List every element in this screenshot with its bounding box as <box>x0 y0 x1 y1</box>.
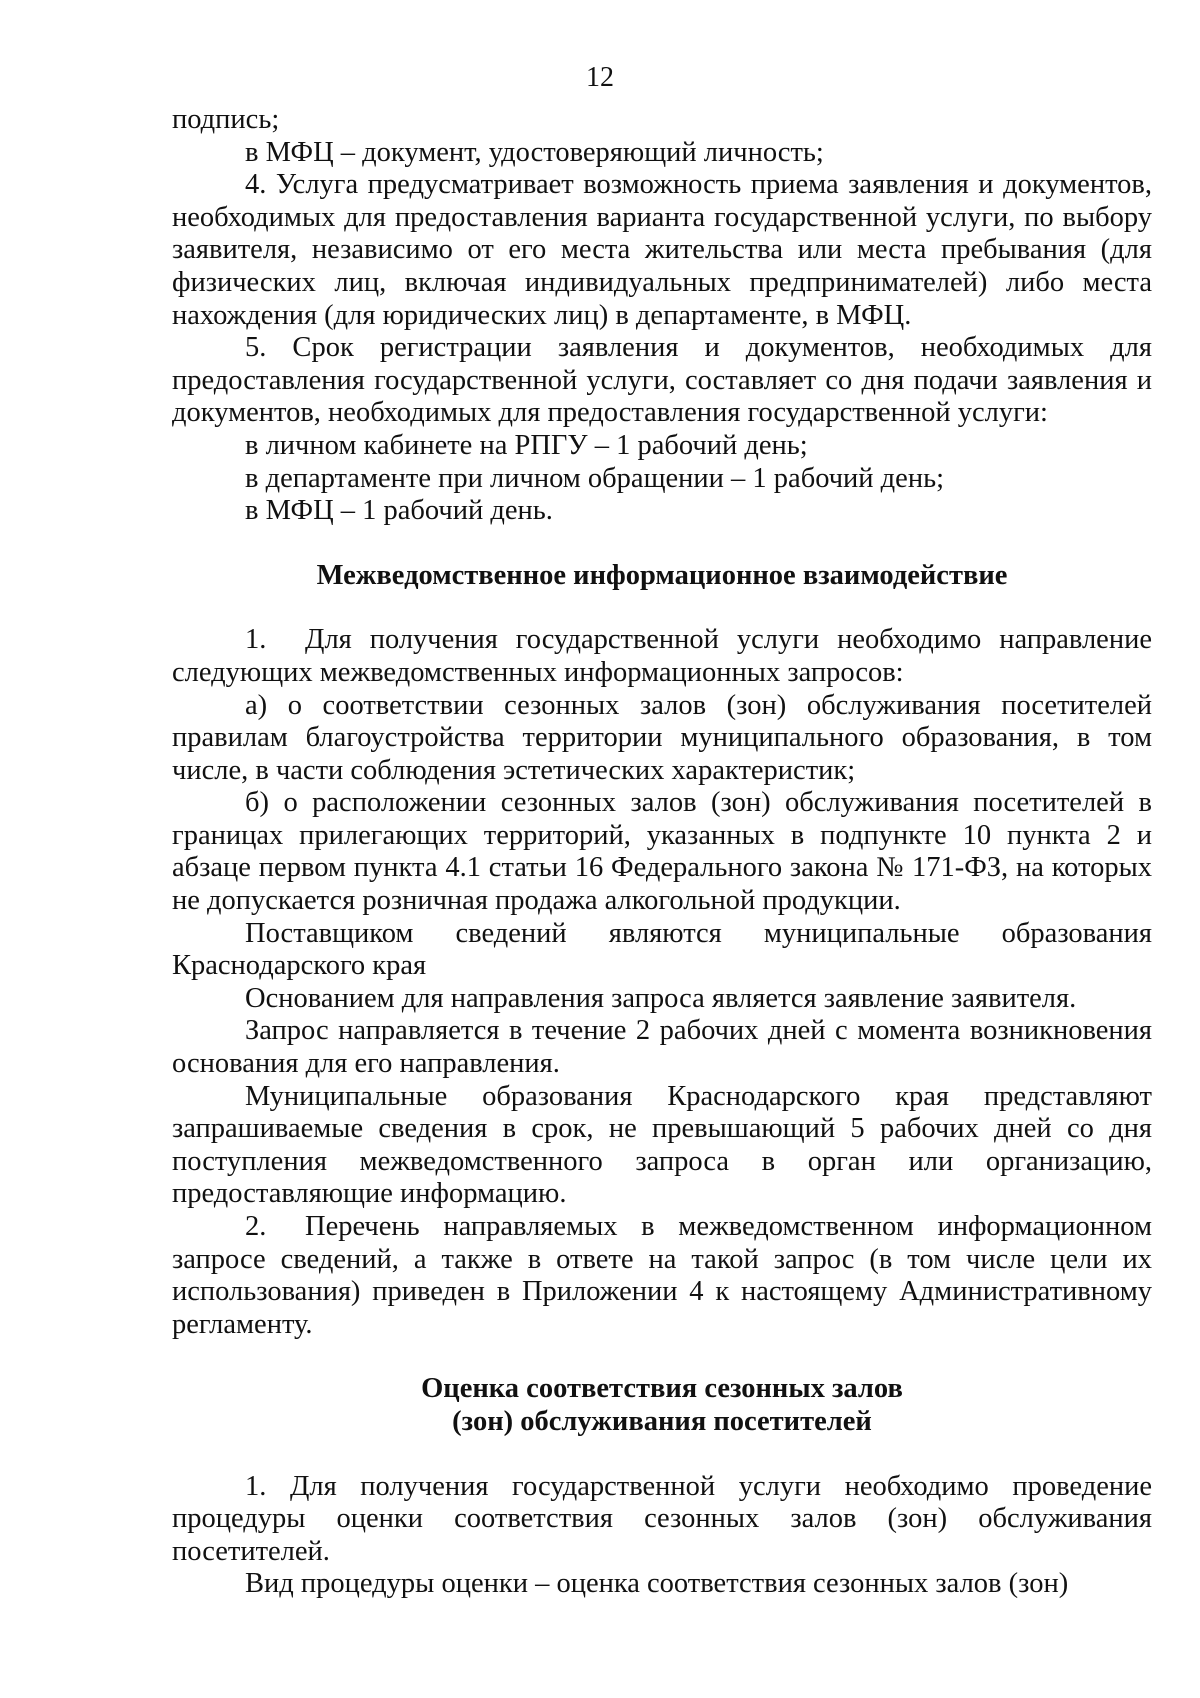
paragraph: в МФЦ – документ, удостоверяющий личность; <box>245 136 824 168</box>
paragraph: в департаменте при личном обращении – 1 рабочий день; <box>245 462 945 494</box>
paragraph: подпись; <box>172 104 280 135</box>
item-text: Для получения государственной услуги необходимо направление следующих межведомственных информационных запросов: <box>172 624 1152 688</box>
page-number: 12 <box>586 62 614 93</box>
paragraph: 1. Для получения государственной услуги необходимо проведение процедуры оценки соответствия сезонных залов (зон) обслуживания посетителей. <box>172 1470 1152 1567</box>
paragraph: а) о соответствии сезонных залов (зон) обслуживания посетителей правилам благоустройства территории муниципального образования, в том числе, в части соблюдения эстетических характеристик; <box>172 689 1152 786</box>
paragraph: Вид процедуры оценки – оценка соответствия сезонных залов (зон) <box>245 1568 1069 1600</box>
section-heading-interagency: Межведомственное информационное взаимодействие <box>316 559 1008 591</box>
numbered-paragraph <box>172 1211 1152 1341</box>
paragraph: 5. Срок регистрации заявления и документов, необходимых для предоставления государственной услуги, составляет со дня подачи заявления и документов, необходимых для предоставления государственной услуги: <box>172 332 1152 429</box>
item-number: 2. <box>245 1211 267 1242</box>
paragraph: б) о расположении сезонных залов (зон) обслуживания посетителей в границах прилегающих территорий, указанных в подпункте 10 пункта 2 и абзаце первом пункта 4.1 статьи 16 Федерального закона № 171-ФЗ, на которых не допускается розничная продажа алкогольной продукции. <box>172 787 1152 917</box>
item-text: Перечень направляемых в межведомственном информационном запросе сведений, а также в ответе на такой запрос (в том числе цели их использования) приведен в Приложении 4 к настоящему Административному регламенту. <box>172 1211 1152 1340</box>
heading-line: Оценка соответствия сезонных залов <box>421 1373 903 1405</box>
paragraph: в личном кабинете на РПГУ – 1 рабочий день; <box>245 429 808 461</box>
item-number: 1. <box>245 624 267 656</box>
paragraph: Муниципальные образования Краснодарского края представляют запрашиваемые сведения в срок, не превышающий 5 рабочих дней со дня поступления межведомственного запроса в орган или организацию, предоставляющие информацию. <box>172 1080 1152 1210</box>
paragraph: в МФЦ – 1 рабочий день. <box>245 495 553 527</box>
heading-line: (зон) обслуживания посетителей <box>452 1405 872 1437</box>
document-body <box>172 104 1152 1601</box>
paragraph: Поставщиком сведений являются муниципальные образования Краснодарского края <box>172 917 1152 982</box>
paragraph: Основанием для направления запроса является заявление заявителя. <box>245 982 1077 1014</box>
paragraph: Запрос направляется в течение 2 рабочих дней с момента возникновения основания для его направления. <box>172 1015 1152 1080</box>
paragraph: 4. Услуга предусматривает возможность приема заявления и документов, необходимых для предоставления варианта государственной услуги, по выбору заявителя, независимо от его места жительства или места пребывания (для физических лиц, включая индивидуальных предпринимателей) либо места нахождения (для юридических лиц) в департаменте, в МФЦ. <box>172 169 1152 331</box>
numbered-paragraph <box>172 624 1152 689</box>
section-heading-assessment <box>172 1373 1152 1438</box>
